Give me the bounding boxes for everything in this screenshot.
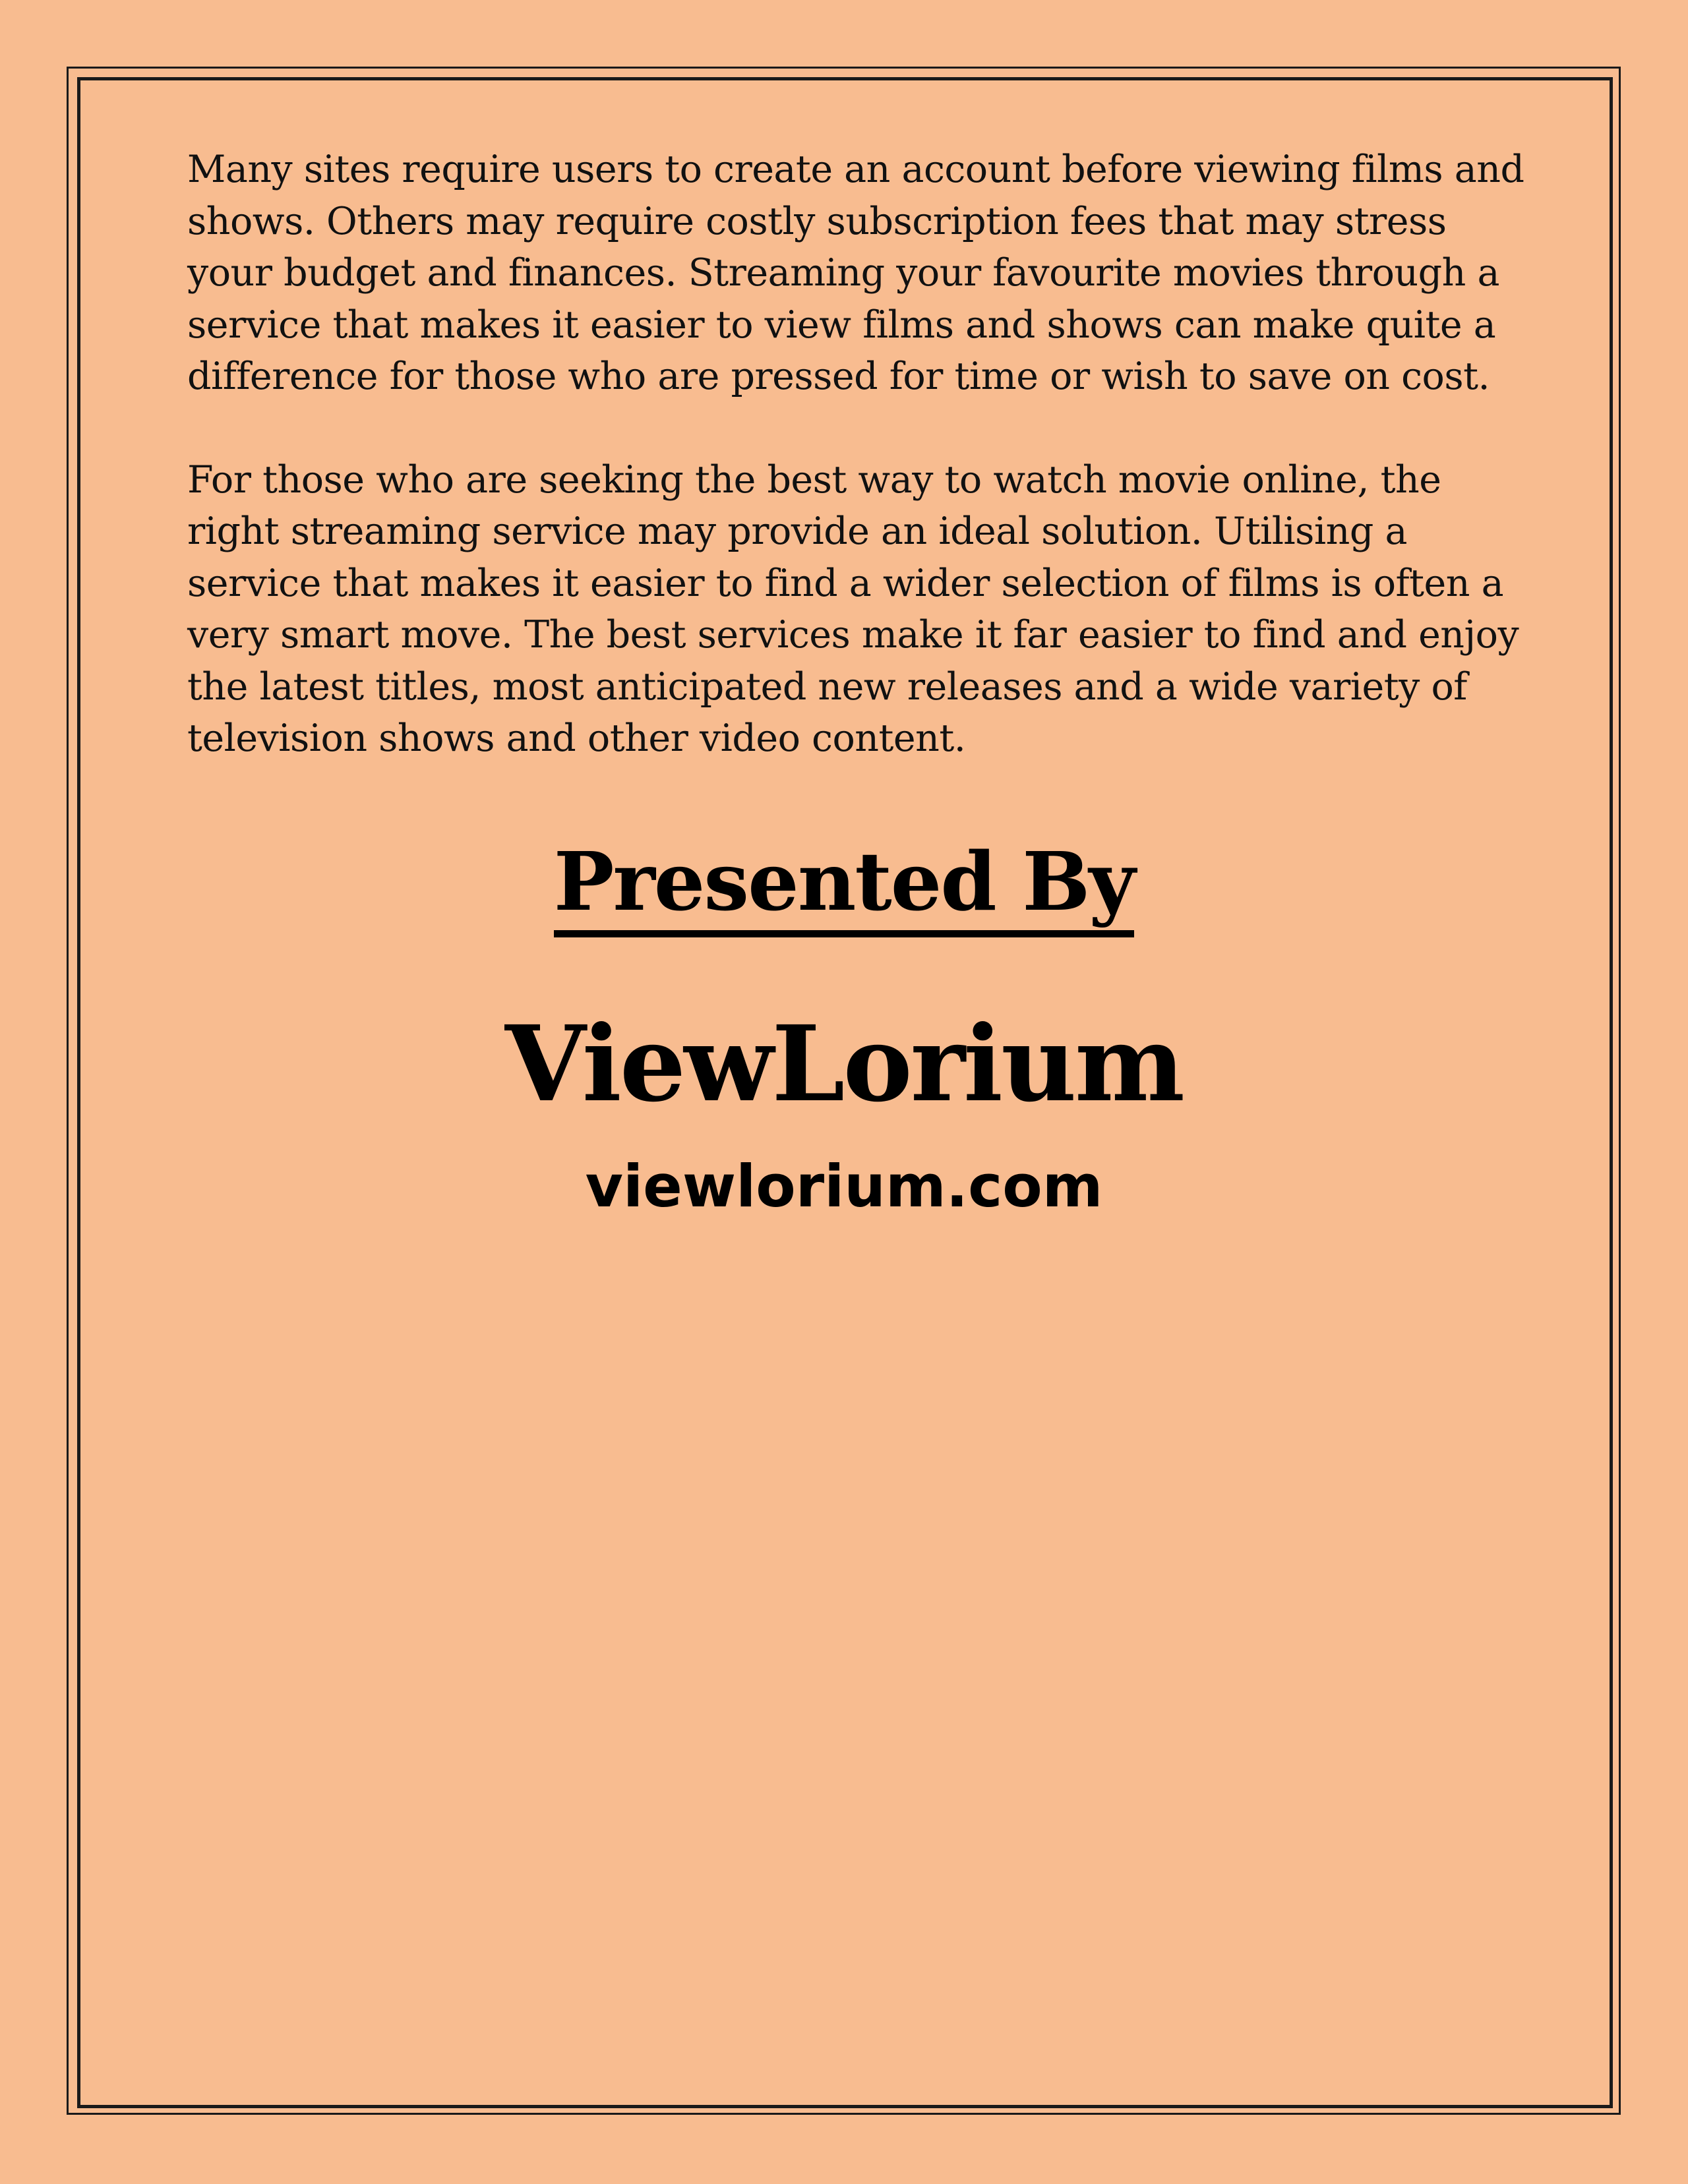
paragraph-intro: Many sites require users to create an account before viewing films and shows. Others may require costly subscription fees that may stress your budget and finances. Streaming your favourite movies through a service that makes it easier to view films and shows can make quite a difference for those who are pressed for time or wish to save on cost. bbox=[187, 148, 1524, 398]
brand-name: ViewLorium bbox=[504, 1003, 1184, 1125]
website-url: viewlorium.com bbox=[585, 1152, 1103, 1220]
presented-by-label: Presented By bbox=[554, 834, 1134, 937]
presented-by-heading bbox=[0, 832, 1688, 931]
paragraph-streaming: For those who are seeking the best way to watch movie online, the right streaming service may provide an ideal solution. Utilising a service that makes it easier to find a wider selection of films is often a very smart move. The best services make it far easier to find and enjoy the latest titles, most anticipated new releases and a wide variety of television shows and other video content. bbox=[187, 457, 1519, 760]
body-text bbox=[187, 144, 1539, 765]
